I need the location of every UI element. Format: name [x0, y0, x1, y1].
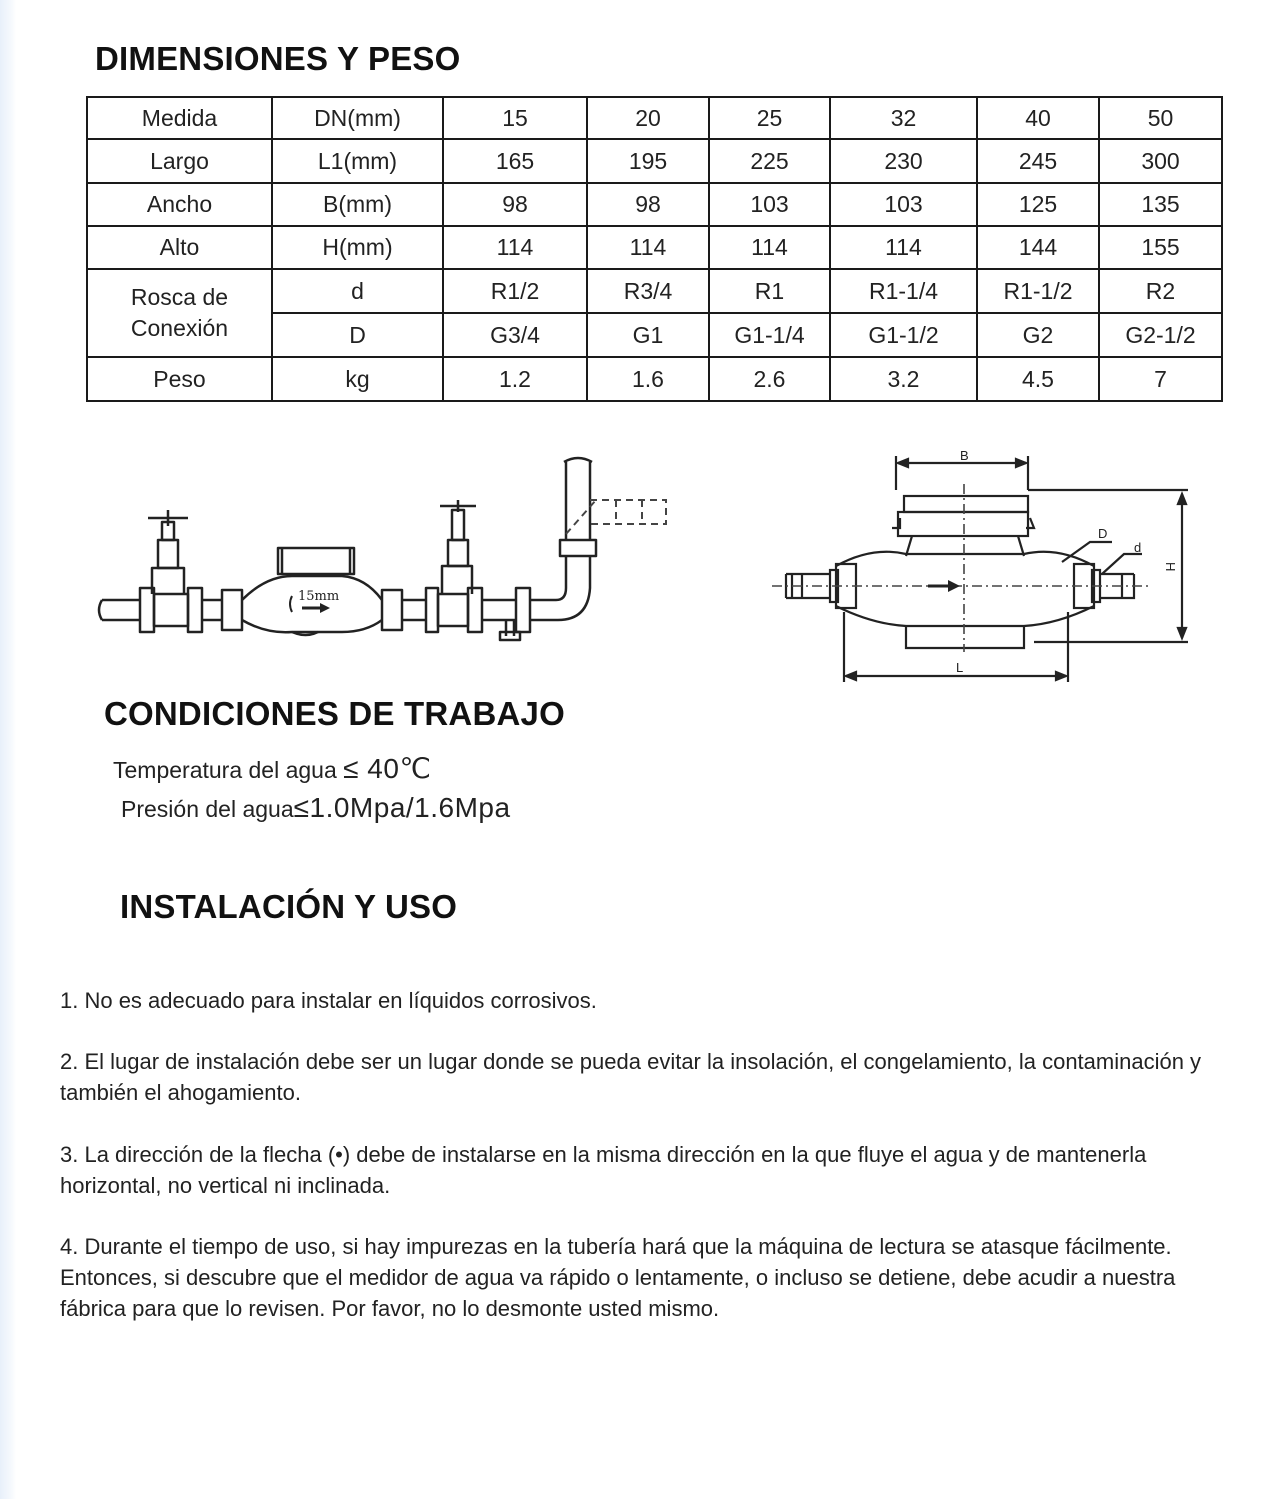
row-label-rosca [87, 269, 272, 357]
dimension-label-B: B [960, 448, 969, 463]
table-cell: G1-1/2 [830, 313, 977, 357]
dimension-label-D: D [1098, 526, 1108, 541]
table-cell: R1/2 [443, 269, 587, 313]
table-cell: 4.5 [977, 357, 1099, 401]
condition-pressure [121, 792, 511, 824]
table-cell: 144 [977, 226, 1099, 269]
row-unit: DN(mm) [272, 97, 443, 139]
table-cell: 114 [830, 226, 977, 269]
table-cell: 32 [830, 97, 977, 139]
row-unit: B(mm) [272, 183, 443, 226]
installation-diagram [96, 448, 686, 648]
left-edge-strip [0, 0, 16, 1499]
dimensions-table [86, 96, 1223, 402]
table-cell: R1-1/2 [977, 269, 1099, 313]
table-cell: 40 [977, 97, 1099, 139]
table-cell: 50 [1099, 97, 1222, 139]
table-cell: G1-1/4 [709, 313, 830, 357]
instruction-item-4: 4. Durante el tiempo de uso, si hay impurezas en la tubería hará que la máquina de lectura se atasque fácilmente. Entonces, si descubre que el medidor de agua va rápido o lentamente, o incluso se detiene, debe acudir a nuestra fábrica para que lo revisen. Por favor, no lo desmonte usted mismo. [60, 1234, 1176, 1321]
row-label: Ancho [87, 183, 272, 226]
table-cell: 165 [443, 139, 587, 183]
table-cell: 230 [830, 139, 977, 183]
pressure-text: Presión del agua [121, 796, 294, 822]
instruction-item-1: 1. No es adecuado para instalar en líquidos corrosivos. [60, 988, 597, 1013]
table-cell: 25 [709, 97, 830, 139]
rosca-label-line1: Rosca de [130, 284, 229, 310]
table-cell: 15 [443, 97, 587, 139]
section-title-dimensions: DIMENSIONES Y PESO [95, 40, 461, 77]
table-cell: 1.6 [587, 357, 709, 401]
row-unit: D [272, 313, 443, 357]
section-title-installation: INSTALACIÓN Y USO [120, 888, 458, 925]
row-label: Largo [87, 139, 272, 183]
table-cell: 225 [709, 139, 830, 183]
table-cell: 103 [830, 183, 977, 226]
row-unit: kg [272, 357, 443, 401]
table-cell: 20 [587, 97, 709, 139]
table-cell: 135 [1099, 183, 1222, 226]
table-cell: R3/4 [587, 269, 709, 313]
table-cell: G3/4 [443, 313, 587, 357]
instruction-item-2: 2. El lugar de instalación debe ser un lugar donde se pueda evitar la insolación, el congelamiento, la contaminación y también el ahogamiento. [60, 1049, 1202, 1105]
table-row-peso [87, 357, 1222, 401]
table-cell: G2-1/2 [1099, 313, 1222, 357]
table-row-alto [87, 226, 1222, 269]
table-cell: 114 [443, 226, 587, 269]
table-row-largo [87, 139, 1222, 183]
table-cell: 114 [709, 226, 830, 269]
table-cell: G1 [587, 313, 709, 357]
condition-temperature [113, 752, 431, 785]
table-cell: 98 [587, 183, 709, 226]
table-cell: 195 [587, 139, 709, 183]
table-row-ancho [87, 183, 1222, 226]
rosca-label-line2: Conexión [130, 315, 229, 341]
table-cell: 245 [977, 139, 1099, 183]
pressure-value: ≤1.0Mpa/1.6Mpa [293, 792, 511, 823]
table-cell: 98 [443, 183, 587, 226]
table-cell: 103 [709, 183, 830, 226]
section-title-conditions: CONDICIONES DE TRABAJO [104, 695, 565, 732]
dimension-label-d: d [1134, 540, 1142, 555]
row-label: Alto [87, 226, 272, 269]
table-cell: R1 [709, 269, 830, 313]
table-cell: R1-1/4 [830, 269, 977, 313]
table-cell: 114 [587, 226, 709, 269]
table-row-medida [87, 97, 1222, 139]
table-cell: 125 [977, 183, 1099, 226]
meter-size-label: 15mm [298, 589, 340, 604]
row-label: Peso [87, 357, 272, 401]
row-unit: L1(mm) [272, 139, 443, 183]
table-row-rosca-d [87, 269, 1222, 313]
table-cell: R2 [1099, 269, 1222, 313]
row-label: Medida [87, 97, 272, 139]
row-unit: d [272, 269, 443, 313]
table-cell: 300 [1099, 139, 1222, 183]
instruction-item-3: 3. La dirección de la flecha (•) debe de instalarse en la misma dirección en la que fluye el agua y de mantenerla horizontal, no vertical ni inclinada. [60, 1142, 1147, 1198]
meter-dimension-diagram [772, 446, 1192, 691]
table-cell: 7 [1099, 357, 1222, 401]
table-cell: 3.2 [830, 357, 977, 401]
row-unit: H(mm) [272, 226, 443, 269]
table-cell: 1.2 [443, 357, 587, 401]
temperature-value: ≤ 40℃ [343, 753, 432, 784]
table-cell: G2 [977, 313, 1099, 357]
dimension-label-H: H [1163, 562, 1178, 572]
temperature-text: Temperatura del agua [113, 757, 337, 783]
table-cell: 2.6 [709, 357, 830, 401]
dimension-label-L: L [956, 660, 964, 675]
table-cell: 155 [1099, 226, 1222, 269]
